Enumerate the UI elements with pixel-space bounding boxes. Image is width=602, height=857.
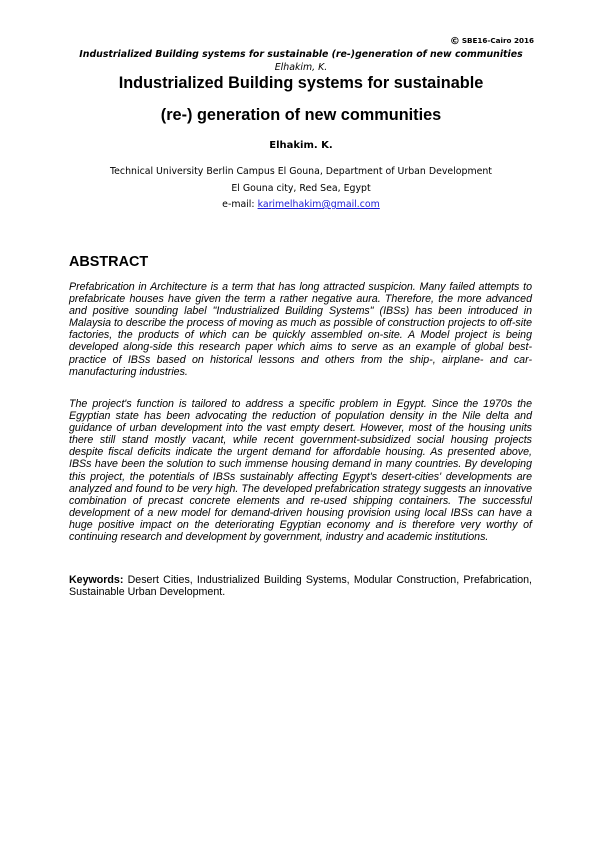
keywords-label: Keywords: [69, 574, 124, 586]
abstract-paragraph-2 [69, 398, 532, 543]
email-label: e-mail: [222, 199, 258, 210]
author-email [0, 199, 602, 210]
copyright-text: SBE16-Cairo 2016 [461, 36, 534, 45]
paper-title-line-2: (re-) generation of new communities [160, 106, 442, 124]
paper-title-line-1: Industrialized Building systems for sustainable [118, 74, 484, 92]
copyright-symbol: © [449, 36, 460, 47]
affiliation-line-2: El Gouna city, Red Sea, Egypt [231, 183, 371, 194]
affiliation-line-1: Technical University Berlin Campus El Gouna, Department of Urban Development [110, 166, 492, 177]
author-name: Elhakim. K. [269, 140, 333, 151]
abstract-paragraph-1-text: Prefabrication in Architecture is a term that has long attracted suspicion. Many failed attempts to prefabricate houses have given the term a rather negative aura. Therefore, the more advanced and positive sounding label "Industrialized Building Systems" (IBSs) has been introduced in Malaysia to describe the process of moving as much as possible of construction projects to off-site factories, the products of which can be quickly assembled on-site. A Model project is being developed along-side this research paper which aims to serve as an example of global best-practice of IBSs based on historical lessons and others from the ship-, airplane- and car- manufacturing industries. [69, 281, 532, 378]
keywords-list: Desert Cities, Industrialized Building Systems, Modular Construction, Prefabrication, Sustainable Urban Development. [69, 574, 532, 599]
running-author: Elhakim, K. [274, 62, 328, 73]
abstract-heading: ABSTRACT [69, 254, 149, 270]
abstract-paragraph-2-text: The project's function is tailored to address a specific problem in Egypt. Since the 1970s the Egyptian state has been advocating the reduction of population density in the Nile delta and guidance of urban development into the vast empty desert. However, most of the housing units there still stand mostly vacant, while recent government-subsidized social housing projects despite fiscal deficits indicate the urgent demand for affordable housing. As presented above, IBSs have been the solution to such immense housing demand in many countries. By developing this project, the potentials of IBSs sustainably affecting Egypt's desert-cities' developments are analyzed and found to be very high. The developed prefabrication strategy suggests an innovative combination of precast concrete elements and re-used shipping containers. The successful development of a new model for demand-driven housing provision using local IBSs can have a huge positive impact on the deteriorating Egyptian economy and is therefore very worthy of continuing research and development by government, industry and academic institutions. [69, 398, 532, 544]
keywords [69, 574, 532, 598]
running-title: Industrialized Building systems for sustainable (re-)generation of new communities [79, 49, 523, 60]
email-link[interactable]: karimelhakim@gmail.com [257, 199, 380, 210]
copyright-notice [450, 36, 534, 47]
abstract-paragraph-1 [69, 281, 532, 378]
